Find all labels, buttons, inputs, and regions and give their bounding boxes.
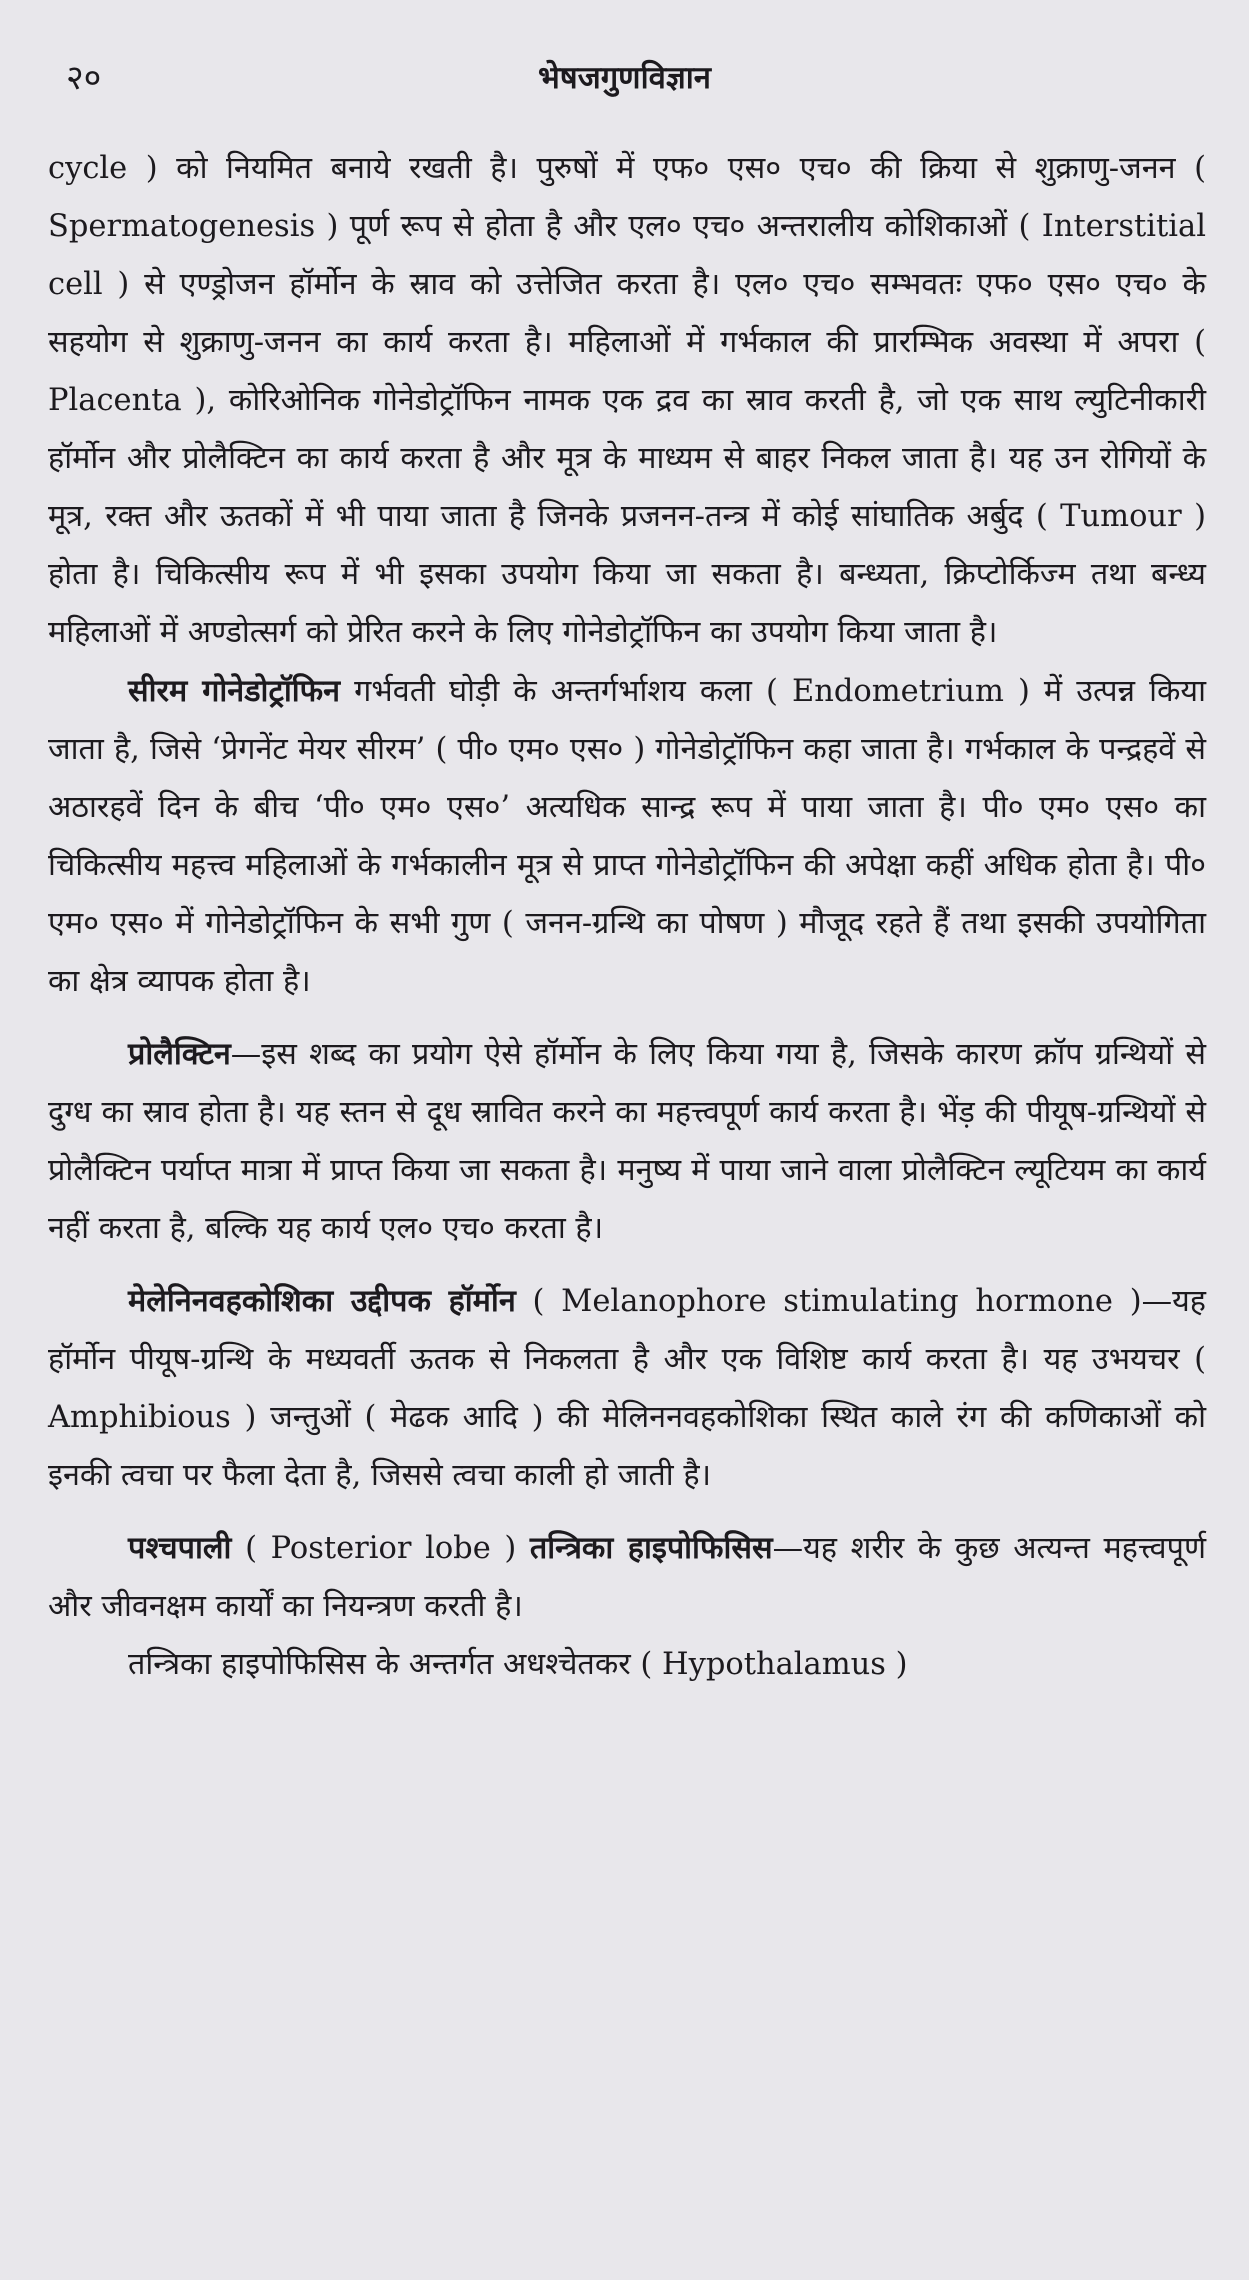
page-number: २० — [66, 58, 102, 98]
paragraph-neurohypophysis — [48, 1636, 1206, 1694]
paragraph-prolactin — [48, 1025, 1206, 1258]
term-heading: सीरम गोनेडोट्रॉफिन — [128, 673, 341, 709]
paragraph-text: ( Melanophore stimulating hormone )—यह हॉर्मोन पीयूष-ग्रन्थि के मध्यवर्ती ऊतक से निकलता है और एक विशिष्ट कार्य करता है। यह उभयचर ( Amphibious ) जन्तुओं ( मेढक आदि ) की मेलिननवहकोशिका स्थित काले रंग की कणिकाओं को इनकी त्वचा पर फैला देता है, जिससे त्वचा काली हो जाती है। — [48, 1284, 1206, 1493]
paragraph-text: गर्भवती घोड़ी के अन्तर्गर्भाशय कला ( Endometrium ) में उत्पन्न किया जाता है, जिसे ‘प्रेगनेंट मेयर सीरम’ ( पी० एम० एस० ) गोनेडोट्रॉफिन कहा जाता है। गर्भकाल के पन्द्रहवें से अठारहवें दिन के बीच ‘पी० एम० एस०’ अत्यधिक सान्द्र रूप में पाया जाता है। पी० एम० एस० का चिकित्सीय महत्त्व महिलाओं के गर्भकालीन मूत्र से प्राप्त गोनेडोट्रॉफिन की अपेक्षा कहीं अधिक होता है। पी० एम० एस० में गोनेडोट्रॉफिन के सभी गुण ( जनन-ग्रन्थि का पोषण ) मौजूद रहते हैं तथा इसकी उपयोगिता का क्षेत्र व्यापक होता है। — [48, 674, 1206, 999]
paragraph-text: cycle ) को नियमित बनाये रखती है। पुरुषों में एफ० एस० एच० की क्रिया से शुक्राणु-जनन ( Spermatogenesis ) पूर्ण रूप से होता है और एल० एच० अन्तरालीय कोशिकाओं ( Interstitial cell ) से एण्ड्रोजन हॉर्मोन के स्राव को उत्तेजित करता है। एल० एच० सम्भवतः एफ० एस० एच० के सहयोग से शुक्राणु-जनन का कार्य करता है। महिलाओं में गर्भकाल की प्रारम्भिक अवस्था में अपरा ( Placenta ), कोरिओनिक गोनेडोट्रॉफिन नामक एक द्रव का स्राव करती है, जो एक साथ ल्युटिनीकारी हॉर्मोन और प्रोलैक्टिन का कार्य करता है और मूत्र के माध्यम से बाहर निकल जाता है। यह उन रोगियों के मूत्र, रक्त और ऊतकों में भी पाया जाता है जिनके प्रजनन-तन्त्र में कोई सांघातिक अर्बुद ( Tumour ) होता है। चिकित्सीय रूप में भी इसका उपयोग किया जा सकता है। बन्ध्यता, क्रिप्टोर्किज्म तथा बन्ध्य महिलाओं में अण्डोत्सर्ग को प्रेरित करने के लिए गोनेडोट्रॉफिन का उपयोग किया जाता है। — [48, 151, 1206, 650]
paragraph-serum-gonadotrophin — [48, 662, 1206, 1011]
page-header — [0, 48, 1249, 108]
term-heading-secondary: तन्त्रिका हाइपोफिसिस — [529, 1530, 773, 1566]
term-heading: पश्चपाली — [128, 1530, 232, 1566]
paragraph-msh — [48, 1272, 1206, 1505]
term-gloss: ( Posterior lobe ) — [231, 1531, 530, 1566]
term-heading: मेलेनिनवहकोशिका उद्दीपक हॉर्मोन — [128, 1283, 516, 1319]
term-heading: प्रोलैक्टिन — [128, 1036, 231, 1072]
paragraph-text: तन्त्रिका हाइपोफिसिस के अन्तर्गत अधश्चेतकर ( Hypothalamus ) — [128, 1647, 908, 1682]
paragraph-posterior-lobe — [48, 1519, 1206, 1636]
paragraph-text: —इस शब्द का प्रयोग ऐसे हॉर्मोन के लिए किया गया है, जिसके कारण क्रॉप ग्रन्थियों से दुग्ध का स्राव होता है। यह स्तन से दूध स्रावित करने का महत्त्वपूर्ण कार्य करता है। भेंड़ की पीयूष-ग्रन्थियों से प्रोलैक्टिन पर्याप्त मात्रा में प्राप्त किया जा सकता है। मनुष्य में पाया जाने वाला प्रोलैक्टिन ल्यूटियम का कार्य नहीं करता है, बल्कि यह कार्य एल० एच० करता है। — [48, 1037, 1206, 1246]
paragraph-text: —यह शरीर के कुछ अत्यन्त महत्त्वपूर्ण और जीवनक्षम कार्यों का नियन्त्रण करती है। — [48, 1531, 1206, 1624]
body-text — [48, 140, 1206, 1694]
running-title: भेषजगुणविज्ञान — [538, 60, 711, 96]
paragraph-gonadotrophin — [48, 140, 1206, 662]
